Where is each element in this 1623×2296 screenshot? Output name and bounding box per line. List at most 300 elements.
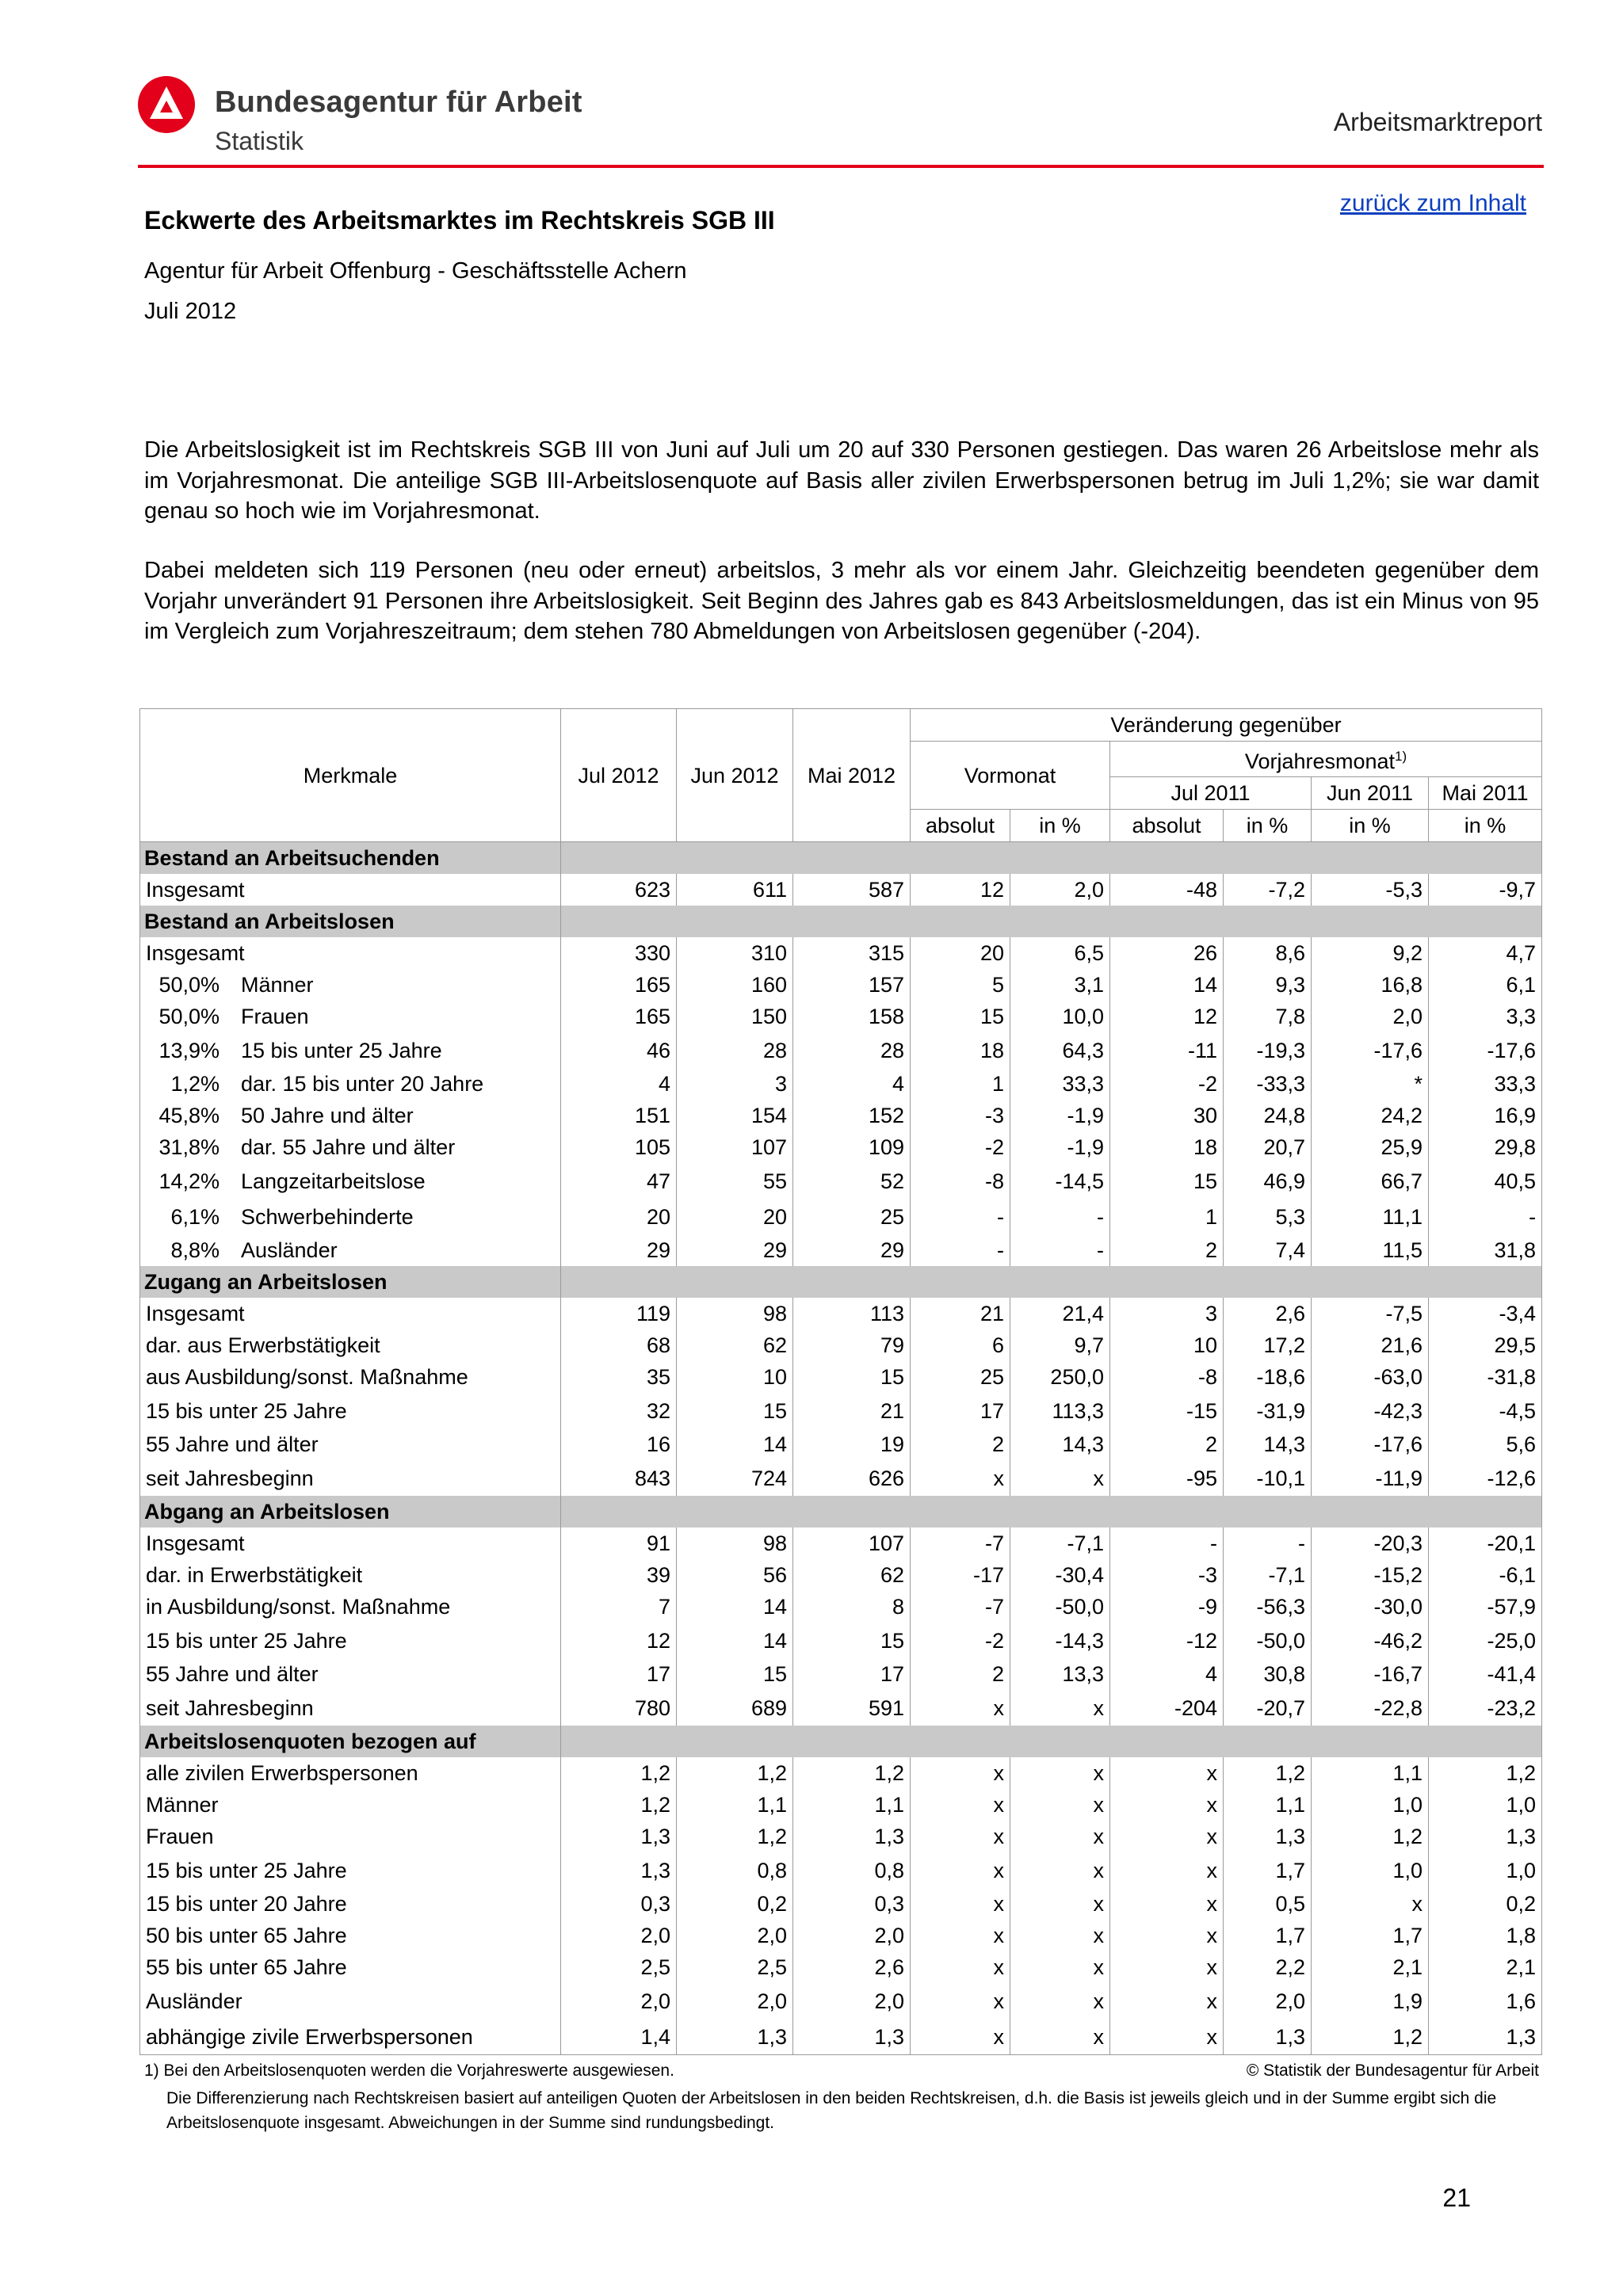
value-cell: 1,6 [1429, 1983, 1542, 2019]
value-cell: 18 [911, 1032, 1010, 1068]
value-cell: 4 [561, 1068, 677, 1100]
row-label: seit Jahresbeginn [140, 1690, 561, 1726]
value-cell: 9,3 [1224, 969, 1312, 1001]
header-divider [138, 165, 1544, 168]
value-cell: -9,7 [1429, 874, 1542, 906]
value-cell: x [911, 1888, 1010, 1920]
value-cell: 2,0 [1224, 1983, 1312, 2019]
value-cell: 4 [1110, 1658, 1224, 1690]
row-label [146, 1166, 555, 1196]
row-label: 15 bis unter 25 Jahre [140, 1623, 561, 1658]
value-cell: 11,1 [1312, 1199, 1429, 1234]
value-cell: -30,4 [1010, 1559, 1110, 1591]
value-cell: x [911, 1821, 1010, 1852]
header-absolut: absolut [1110, 810, 1224, 842]
table-row [140, 874, 1542, 906]
value-cell: 66,7 [1312, 1163, 1429, 1199]
value-cell: 16 [561, 1428, 677, 1460]
value-cell: 1,3 [1429, 2019, 1542, 2055]
value-cell: 8,6 [1224, 937, 1312, 969]
value-cell: 9,7 [1010, 1329, 1110, 1361]
value-cell: -7,2 [1224, 874, 1312, 906]
value-cell: 14,3 [1010, 1428, 1110, 1460]
row-label: seit Jahresbeginn [140, 1460, 561, 1496]
value-cell: 330 [561, 937, 677, 969]
value-cell: x [911, 1951, 1010, 1983]
row-label-cell [140, 1234, 561, 1266]
table-row [140, 1789, 1542, 1821]
value-cell: 20 [911, 937, 1010, 969]
value-cell: 1,2 [677, 1757, 793, 1789]
value-cell: 1,3 [677, 2019, 793, 2055]
table-row [140, 1821, 1542, 1852]
value-cell: -6,1 [1429, 1559, 1542, 1591]
share-percent: 1,2% [170, 1072, 220, 1096]
table-section-row [140, 906, 1542, 937]
row-label: aus Ausbildung/sonst. Maßnahme [140, 1361, 561, 1393]
value-cell: 2,0 [677, 1920, 793, 1951]
value-cell: 8 [793, 1591, 911, 1623]
value-cell: -2 [1110, 1068, 1224, 1100]
table-row [140, 1559, 1542, 1591]
table-row [140, 1068, 1542, 1100]
value-cell: 623 [561, 874, 677, 906]
value-cell: -12,6 [1429, 1460, 1542, 1496]
value-cell: -2 [911, 1131, 1010, 1163]
value-cell: 46,9 [1224, 1163, 1312, 1199]
value-cell: -8 [911, 1163, 1010, 1199]
header-vormonat: Vormonat [911, 742, 1110, 810]
value-cell: 1,7 [1224, 1920, 1312, 1951]
ba-logo-icon [138, 76, 195, 133]
value-cell: -33,3 [1224, 1068, 1312, 1100]
share-percent: 8,8% [170, 1238, 220, 1262]
share-percent: 45,8% [158, 1104, 220, 1127]
value-cell: -3 [1110, 1559, 1224, 1591]
value-cell: 2,2 [1224, 1951, 1312, 1983]
value-cell: -20,3 [1312, 1527, 1429, 1559]
value-cell: x [1010, 1690, 1110, 1726]
table-row [140, 1527, 1542, 1559]
value-cell: 14 [677, 1428, 793, 1460]
value-cell: 2,0 [1312, 1001, 1429, 1032]
value-cell: 1,2 [793, 1757, 911, 1789]
row-label-cell [140, 1163, 561, 1199]
value-cell: x [1110, 2019, 1224, 2055]
table-row [140, 1658, 1542, 1690]
summary-paragraph-2: Dabei meldeten sich 119 Personen (neu oder erneut) arbeitslos, 3 mehr als vor einem Jahr. Gleichzeitig beendeten gegenüber dem Vorjahr unverändert 91 Personen ihre Arbeitslosigkeit. Seit Beginn des Jahres gab es 843 Arbeitslosmeldungen, das ist ein Minus von 95 im Vergleich zum Vorjahreszeitraum; dem stehen 780 Abmeldungen von Arbeitslosen gegenüber (-204). [144, 558, 1539, 644]
table-row [140, 1298, 1542, 1329]
value-cell: 5,3 [1224, 1199, 1312, 1234]
value-cell: 1 [911, 1068, 1010, 1100]
table-row [140, 2019, 1542, 2055]
value-cell: x [1010, 1460, 1110, 1496]
value-cell: x [911, 1789, 1010, 1821]
row-label-cell [140, 969, 561, 1001]
share-percent: 13,9% [158, 1038, 220, 1062]
value-cell: -7,5 [1312, 1298, 1429, 1329]
value-cell: 6 [911, 1329, 1010, 1361]
value-cell: 16,8 [1312, 969, 1429, 1001]
value-cell: 2,0 [561, 1983, 677, 2019]
row-label: 15 bis unter 25 Jahre [140, 1393, 561, 1428]
value-cell: 2 [1110, 1234, 1224, 1266]
value-cell: 52 [793, 1163, 911, 1199]
footnote: 1) Bei den Arbeitslosenquoten werden die Vorjahreswerte ausgewiesen. [144, 2061, 674, 2080]
value-cell: 2 [911, 1428, 1010, 1460]
value-cell: 158 [793, 1001, 911, 1032]
value-cell: 56 [677, 1559, 793, 1591]
row-label-text: dar. 55 Jahre und älter [241, 1135, 456, 1159]
value-cell: 113,3 [1010, 1393, 1110, 1428]
table-row [140, 1757, 1542, 1789]
value-cell: 1,0 [1429, 1789, 1542, 1821]
value-cell: 1,2 [1429, 1757, 1542, 1789]
value-cell: 62 [793, 1559, 911, 1591]
section-filler [561, 906, 1542, 937]
table-section-row [140, 1496, 1542, 1527]
value-cell: 1,0 [1312, 1852, 1429, 1888]
share-percent: 50,0% [158, 973, 220, 997]
row-label: Insgesamt [140, 1527, 561, 1559]
row-label [146, 1235, 555, 1265]
report-title: Arbeitsmarktreport [1333, 108, 1542, 136]
value-cell: -4,5 [1429, 1393, 1542, 1428]
value-cell: 107 [793, 1527, 911, 1559]
value-cell: 157 [793, 969, 911, 1001]
value-cell: 250,0 [1010, 1361, 1110, 1393]
value-cell: 105 [561, 1131, 677, 1163]
value-cell: x [1110, 1852, 1224, 1888]
page-number: 21 [1442, 2183, 1471, 2212]
table-row [140, 1032, 1542, 1068]
value-cell: 7,4 [1224, 1234, 1312, 1266]
value-cell: 6,1 [1429, 969, 1542, 1001]
value-cell: -12 [1110, 1623, 1224, 1658]
section-filler [561, 1726, 1542, 1757]
table-row [140, 1460, 1542, 1496]
value-cell: 13,3 [1010, 1658, 1110, 1690]
row-label-text: Ausländer [241, 1238, 338, 1262]
value-cell: -17,6 [1429, 1032, 1542, 1068]
value-cell: -17 [911, 1559, 1010, 1591]
table-row [140, 1428, 1542, 1460]
value-cell: 11,5 [1312, 1234, 1429, 1266]
value-cell: 7,8 [1224, 1001, 1312, 1032]
value-cell: 154 [677, 1100, 793, 1131]
value-cell: -3 [911, 1100, 1010, 1131]
value-cell: 1,2 [1224, 1757, 1312, 1789]
value-cell: x [1110, 1821, 1224, 1852]
value-cell: * [1312, 1068, 1429, 1100]
value-cell: 25,9 [1312, 1131, 1429, 1163]
value-cell: 160 [677, 969, 793, 1001]
value-cell: 1,8 [1429, 1920, 1542, 1951]
value-cell: 165 [561, 1001, 677, 1032]
row-label-text: Männer [241, 973, 314, 997]
value-cell: 1,1 [1224, 1789, 1312, 1821]
table-row [140, 1199, 1542, 1234]
value-cell: -9 [1110, 1591, 1224, 1623]
value-cell: 21,4 [1010, 1298, 1110, 1329]
value-cell: -56,3 [1224, 1591, 1312, 1623]
value-cell: -1,9 [1010, 1131, 1110, 1163]
row-label: dar. in Erwerbstätigkeit [140, 1559, 561, 1591]
value-cell: 28 [793, 1032, 911, 1068]
value-cell: -11,9 [1312, 1460, 1429, 1496]
value-cell: 79 [793, 1329, 911, 1361]
value-cell: 1,3 [1224, 2019, 1312, 2055]
header-jul-2012: Jul 2012 [561, 709, 677, 842]
value-cell: x [1010, 1983, 1110, 2019]
value-cell: 1,7 [1224, 1852, 1312, 1888]
value-cell: 17,2 [1224, 1329, 1312, 1361]
value-cell: -14,3 [1010, 1623, 1110, 1658]
value-cell: 724 [677, 1460, 793, 1496]
value-cell: x [911, 1690, 1010, 1726]
row-label: 55 Jahre und älter [140, 1428, 561, 1460]
section-title: Zugang an Arbeitslosen [140, 1266, 561, 1298]
value-cell: x [1010, 1821, 1110, 1852]
table-row [140, 1393, 1542, 1428]
table-row [140, 1163, 1542, 1199]
value-cell: 26 [1110, 937, 1224, 969]
value-cell: 21 [911, 1298, 1010, 1329]
value-cell: 15 [793, 1623, 911, 1658]
value-cell: -17,6 [1312, 1428, 1429, 1460]
value-cell: 1,1 [793, 1789, 911, 1821]
value-cell: 150 [677, 1001, 793, 1032]
value-cell: 12 [1110, 1001, 1224, 1032]
section-title: Bestand an Arbeitslosen [140, 906, 561, 937]
value-cell: 15 [1110, 1163, 1224, 1199]
report-date: Juli 2012 [144, 299, 237, 324]
value-cell: 24,8 [1224, 1100, 1312, 1131]
footnote-methodology: Die Differenzierung nach Rechtskreisen basiert auf anteiligen Quoten der Arbeitslosen in den beiden Rechtskreisen, d.h. die Basis ist jeweils gleich und in der Summe ergibt sich die Arbeitslosenquote insgesamt. Abweichungen in der Summe sind rundungsbedingt. [166, 2089, 1497, 2132]
value-cell: 20 [561, 1199, 677, 1234]
value-cell: 1,3 [561, 1821, 677, 1852]
table-row [140, 1983, 1542, 2019]
value-cell: 2 [911, 1658, 1010, 1690]
value-cell: 119 [561, 1298, 677, 1329]
table-section-row [140, 1726, 1542, 1757]
value-cell: 20 [677, 1199, 793, 1234]
table-row [140, 1920, 1542, 1951]
value-cell: x [911, 1460, 1010, 1496]
value-cell: 113 [793, 1298, 911, 1329]
row-label [146, 1202, 555, 1232]
value-cell: 15 [793, 1361, 911, 1393]
value-cell: 152 [793, 1100, 911, 1131]
value-cell: 2,0 [793, 1920, 911, 1951]
header-veraenderung: Veränderung gegenüber [911, 709, 1542, 742]
value-cell: x [1010, 1951, 1110, 1983]
back-to-contents-link[interactable]: zurück zum Inhalt [1339, 190, 1526, 216]
value-cell: 1 [1110, 1199, 1224, 1234]
value-cell: 29 [561, 1234, 677, 1266]
value-cell: 109 [793, 1131, 911, 1163]
value-cell: 17 [561, 1658, 677, 1690]
copyright: © Statistik der Bundesagentur für Arbeit [1246, 2061, 1539, 2080]
value-cell: -95 [1110, 1460, 1224, 1496]
value-cell: -42,3 [1312, 1393, 1429, 1428]
value-cell: 1,2 [1312, 2019, 1429, 2055]
value-cell: 3 [1110, 1298, 1224, 1329]
value-cell: x [911, 2019, 1010, 2055]
value-cell: 1,2 [1312, 1821, 1429, 1852]
value-cell: x [1010, 1757, 1110, 1789]
value-cell: 10,0 [1010, 1001, 1110, 1032]
row-label: abhängige zivile Erwerbspersonen [140, 2019, 561, 2055]
value-cell: 780 [561, 1690, 677, 1726]
value-cell: 19 [793, 1428, 911, 1460]
value-cell: 29 [793, 1234, 911, 1266]
value-cell: 587 [793, 874, 911, 906]
row-label-text: 15 bis unter 25 Jahre [241, 1038, 442, 1062]
header-jun-2012: Jun 2012 [677, 709, 793, 842]
value-cell: 7 [561, 1591, 677, 1623]
table-row [140, 937, 1542, 969]
value-cell: 0,5 [1224, 1888, 1312, 1920]
value-cell: 16,9 [1429, 1100, 1542, 1131]
section-filler [561, 842, 1542, 875]
value-cell: -20,7 [1224, 1690, 1312, 1726]
header-in-percent: in % [1224, 810, 1312, 842]
header-mai-2011: Mai 2011 [1429, 777, 1542, 810]
value-cell: 1,3 [1224, 1821, 1312, 1852]
value-cell: 1,7 [1312, 1920, 1429, 1951]
table-row [140, 1951, 1542, 1983]
value-cell: - [1010, 1234, 1110, 1266]
table-row [140, 1690, 1542, 1726]
row-label [146, 1069, 555, 1099]
value-cell: 47 [561, 1163, 677, 1199]
value-cell: 315 [793, 937, 911, 969]
value-cell: 17 [793, 1658, 911, 1690]
value-cell: x [911, 1852, 1010, 1888]
row-label: in Ausbildung/sonst. Maßnahme [140, 1591, 561, 1623]
row-label-cell [140, 1100, 561, 1131]
value-cell: x [1110, 1920, 1224, 1951]
value-cell: 15 [677, 1393, 793, 1428]
value-cell: 1,1 [677, 1789, 793, 1821]
value-cell: 12 [911, 874, 1010, 906]
share-percent: 6,1% [170, 1204, 220, 1229]
value-cell: 31,8 [1429, 1234, 1542, 1266]
value-cell: 1,2 [677, 1821, 793, 1852]
value-cell: -1,9 [1010, 1100, 1110, 1131]
value-cell: -11 [1110, 1032, 1224, 1068]
row-label: Insgesamt [140, 874, 561, 906]
value-cell: 10 [677, 1361, 793, 1393]
value-cell: 626 [793, 1460, 911, 1496]
value-cell: 1,3 [1429, 1821, 1542, 1852]
value-cell: 28 [677, 1032, 793, 1068]
row-label: Insgesamt [140, 937, 561, 969]
value-cell: 17 [911, 1393, 1010, 1428]
value-cell: -41,4 [1429, 1658, 1542, 1690]
value-cell: 15 [911, 1001, 1010, 1032]
table-body [140, 842, 1542, 2055]
row-label: 55 Jahre und älter [140, 1658, 561, 1690]
row-label: 15 bis unter 25 Jahre [140, 1852, 561, 1888]
value-cell: x [1110, 1983, 1224, 2019]
row-label: dar. aus Erwerbstätigkeit [140, 1329, 561, 1361]
value-cell: x [1010, 2019, 1110, 2055]
value-cell: 2,0 [1010, 874, 1110, 906]
value-cell: 14 [677, 1591, 793, 1623]
value-cell: 2,5 [561, 1951, 677, 1983]
value-cell: -7,1 [1010, 1527, 1110, 1559]
value-cell: 25 [793, 1199, 911, 1234]
value-cell: 165 [561, 969, 677, 1001]
value-cell: -17,6 [1312, 1032, 1429, 1068]
value-cell: 5 [911, 969, 1010, 1001]
value-cell: x [1312, 1888, 1429, 1920]
row-label: 15 bis unter 20 Jahre [140, 1888, 561, 1920]
value-cell: 46 [561, 1032, 677, 1068]
table-row [140, 1329, 1542, 1361]
header-in-percent: in % [1010, 810, 1110, 842]
value-cell: x [1010, 1789, 1110, 1821]
row-label-cell [140, 1131, 561, 1163]
value-cell: 4,7 [1429, 937, 1542, 969]
value-cell: 0,2 [1429, 1888, 1542, 1920]
value-cell: 32 [561, 1393, 677, 1428]
table-row [140, 1888, 1542, 1920]
value-cell: -7,1 [1224, 1559, 1312, 1591]
value-cell: 98 [677, 1527, 793, 1559]
value-cell: -63,0 [1312, 1361, 1429, 1393]
header-merkmale: Merkmale [140, 709, 561, 842]
value-cell: 0,3 [793, 1888, 911, 1920]
value-cell: 98 [677, 1298, 793, 1329]
value-cell: 611 [677, 874, 793, 906]
value-cell: x [1110, 1789, 1224, 1821]
brand-name: Bundesagentur für Arbeit [215, 86, 582, 119]
value-cell: 0,8 [793, 1852, 911, 1888]
row-label: Frauen [140, 1821, 561, 1852]
page-title: Eckwerte des Arbeitsmarktes im Rechtskreis SGB III [144, 206, 775, 235]
value-cell: -25,0 [1429, 1623, 1542, 1658]
row-label: Ausländer [140, 1983, 561, 2019]
value-cell: 1,3 [793, 2019, 911, 2055]
value-cell: - [911, 1199, 1010, 1234]
value-cell: -30,0 [1312, 1591, 1429, 1623]
table-row [140, 1100, 1542, 1131]
value-cell: 20,7 [1224, 1131, 1312, 1163]
row-label [146, 1035, 555, 1066]
value-cell: 15 [677, 1658, 793, 1690]
value-cell: -31,8 [1429, 1361, 1542, 1393]
value-cell: 3,3 [1429, 1001, 1542, 1032]
value-cell: -2 [911, 1623, 1010, 1658]
value-cell: -50,0 [1010, 1591, 1110, 1623]
row-label-text: Frauen [241, 1005, 309, 1028]
value-cell: -19,3 [1224, 1032, 1312, 1068]
value-cell: -22,8 [1312, 1690, 1429, 1726]
value-cell: x [1110, 1757, 1224, 1789]
value-cell: - [1224, 1527, 1312, 1559]
value-cell: 689 [677, 1690, 793, 1726]
value-cell: 843 [561, 1460, 677, 1496]
value-cell: 1,9 [1312, 1983, 1429, 2019]
table-section-row [140, 1266, 1542, 1298]
value-cell: 1,0 [1312, 1789, 1429, 1821]
value-cell: -10,1 [1224, 1460, 1312, 1496]
value-cell: x [911, 1757, 1010, 1789]
row-label-cell [140, 1032, 561, 1068]
